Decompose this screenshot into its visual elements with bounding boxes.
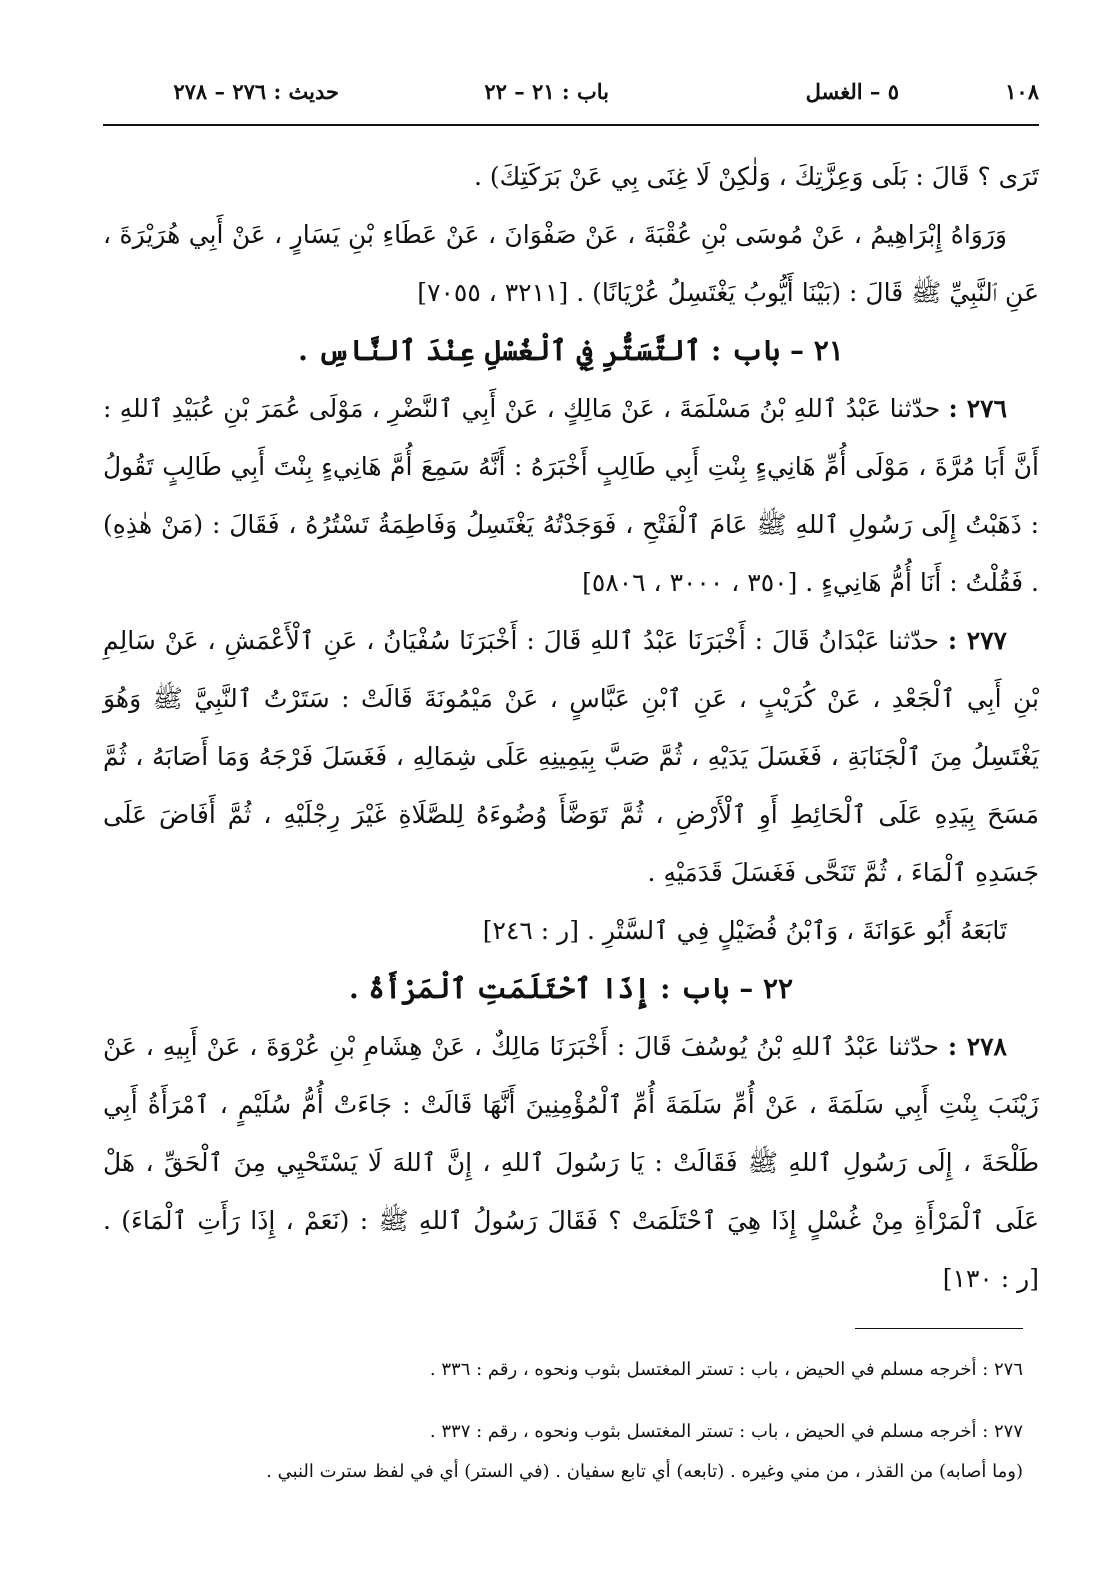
- bab-21-title: ٢١ – باب : ٱلتَّسَتُّرِ فِي ٱلْغُسْلِ عِنْدَ ٱلنَّاسِ .: [298, 334, 844, 367]
- footnote-277: ٢٧٧ : أخرجه مسلم في الحيض ، باب : تستر المغتسل بثوب ونحوه ، رقم : ٣٣٧ .: [429, 1421, 1023, 1442]
- hadith-277: [103, 612, 1039, 902]
- riwaya-text: وَرَوَاهُ إِبْرَاهِيمُ ، عَنْ مُوسَى بْنِ عُقْبَةَ ، عَنْ صَفْوَانَ ، عَنْ عَطَاءِ بْنِ يَسَارٍ ، عَنْ أَبِي هُرَيْرَةَ ، عَنِ ٱلنَّبِيِّ ﷺ قَالَ : (بَيْنَا أَيُّوبُ يَغْتَسِلُ عُرْيَانًا) .: [103, 220, 1039, 307]
- running-header: [96, 72, 1039, 112]
- header-divider: [103, 124, 1039, 126]
- hadith-277-number: ٢٧٧ :: [947, 626, 1007, 655]
- hadith-277-follow: [103, 902, 1039, 960]
- hadith-276-text: حدّثنا عَبْدُ ٱللهِ بْنُ مَسْلَمَةَ ، عَنْ مَالِكٍ ، عَنْ أَبِي ٱلنَّضْرِ ، مَوْلَى عُمَرَ بْنِ عُبَيْدِ ٱللهِ : أَنَّ أَبَا مُرَّةَ ، مَوْلَى أُمِّ هَانِيءٍ بِنْتِ أَبِي طَالِبٍ أَخْبَرَهُ : أَنَّهُ سَمِعَ أُمَّ هَانِيءٍ بِنْتَ أَبِي طَالِبٍ تَقُولُ : ذَهَبْتُ إِلَى رَسُولِ ٱللهِ ﷺ عَامَ ٱلْفَتْحِ ، فَوَجَدْتُهُ يَغْتَسِلُ وَفَاطِمَةُ تَسْتُرُهُ ، فَقَالَ : (مَنْ هٰذِهِ) . فَقُلْتُ : أَنَا أُمُّ هَانِيءٍ .: [103, 394, 1039, 597]
- hadith-277-reference: [ر : ٢٤٦]: [482, 916, 579, 945]
- footnotes: [103, 1350, 1023, 1492]
- hadith-276-number: ٢٧٦ :: [948, 394, 1008, 423]
- footnote-divider: [855, 1328, 1023, 1329]
- hadith-278: [103, 1018, 1039, 1308]
- bab-22-title: ٢٢ – باب : إِذَا ٱحْتَلَمَتِ ٱلْمَرْأَةُ .: [348, 972, 794, 1005]
- hadith-276: [103, 380, 1039, 612]
- riwaya-reference: [٣٢١١ ، ٧٠٥٥]: [417, 278, 569, 307]
- riwaya-paragraph: [103, 206, 1039, 322]
- hadith-278-text: حدّثنا عَبْدُ ٱللهِ بْنُ يُوسُفَ قَالَ : أَخْبَرَنَا مَالِكٌ ، عَنْ هِشَامِ بْنِ عُرْوَةَ ، عَنْ أَبِيهِ ، عَنْ زَيْنَبَ بِنْتِ أَبِي سَلَمَةَ ، عَنْ أُمِّ سَلَمَةَ أُمِّ ٱلْمُؤْمِنِينَ أَنَّهَا قَالَتْ : جَاءَتْ أُمُّ سُلَيْمٍ ، ٱمْرَأَةُ أَبِي طَلْحَةَ ، إِلَى رَسُولِ ٱللهِ ﷺ فَقَالَتْ : يَا رَسُولَ ٱللهِ ، إِنَّ ٱللهَ لَا يَسْتَحْيِي مِنَ ٱلْحَقِّ ، هَلْ عَلَى ٱلْمَرْأَةِ مِنْ غُسْلٍ إِذَا هِيَ ٱحْتَلَمَتْ ؟ فَقَالَ رَسُولُ ٱللهِ ﷺ : (نَعَمْ ، إِذَا رَأَتِ ٱلْمَاءَ) .: [103, 1032, 1039, 1235]
- hadith-276-reference: [٣٥٠ ، ٣٠٠٠ ، ٥٨٠٦]: [582, 568, 798, 597]
- hadith-277-text: حدّثنا عَبْدَانُ قَالَ : أَخْبَرَنَا عَبْدُ ٱللهِ قَالَ : أَخْبَرَنَا سُفْيَانُ ، عَنِ ٱلْأَعْمَشِ ، عَنْ سَالِمِ بْنِ أَبِي ٱلْجَعْدِ ، عَنْ كُرَيْبٍ ، عَنِ ٱبْنِ عَبَّاسٍ ، عَنْ مَيْمُونَةَ قَالَتْ : سَتَرْتُ ٱلنَّبِيَّ ﷺ وَهُوَ يَغْتَسِلُ مِنَ ٱلْجَنَابَةِ ، فَغَسَلَ يَدَيْهِ ، ثُمَّ صَبَّ بِيَمِينِهِ عَلَى شِمَالِهِ ، فَغَسَلَ فَرْجَهُ وَمَا أَصَابَهُ ، ثُمَّ مَسَحَ بِيَدِهِ عَلَى ٱلْحَائِطِ أَوِ ٱلْأَرْضِ ، ثُمَّ تَوَضَّأَ وُضُوءَهُ لِلصَّلَاةِ غَيْرَ رِجْلَيْهِ ، ثُمَّ أَفَاضَ عَلَى جَسَدِهِ ٱلْمَاءَ ، ثُمَّ تَنَحَّى فَغَسَلَ قَدَمَيْهِ .: [103, 626, 1039, 887]
- hadith-278-number: ٢٧٨ :: [947, 1032, 1007, 1061]
- chapter-title: ٥ – الغسل: [805, 79, 899, 104]
- main-text: [103, 148, 1039, 1308]
- footnote-276: ٢٧٦ : أخرجه مسلم في الحيض ، باب : تستر المغتسل بثوب ونحوه ، رقم : ٣٣٦ .: [429, 1359, 1023, 1380]
- bab-range: باب : ٢١ – ٢٢: [484, 79, 609, 104]
- page-number: ١٠٨: [1005, 79, 1039, 104]
- hadith-range: حديث : ٢٧٦ – ٢٧٨: [173, 79, 339, 104]
- intro-line: تَرَى ؟ قَالَ : بَلَى وَعِزَّتِكَ ، وَلٰكِنْ لَا غِنَى بِي عَنْ بَرَكَتِكَ) .: [474, 162, 1039, 191]
- footnote-277-note: (وما أصابه) من القذر ، من مني وغيره . (تابعه) أي تابع سفيان . (في الستر) أي في لفظ سترت النبي .: [266, 1461, 1023, 1482]
- hadith-277-tabaa: تَابَعَهُ أَبُو عَوَانَةَ ، وَٱبْنُ فُضَيْلٍ فِي ٱلسَّتْرِ .: [586, 916, 1007, 945]
- hadith-278-reference: [ر : ١٣٠]: [942, 1264, 1039, 1293]
